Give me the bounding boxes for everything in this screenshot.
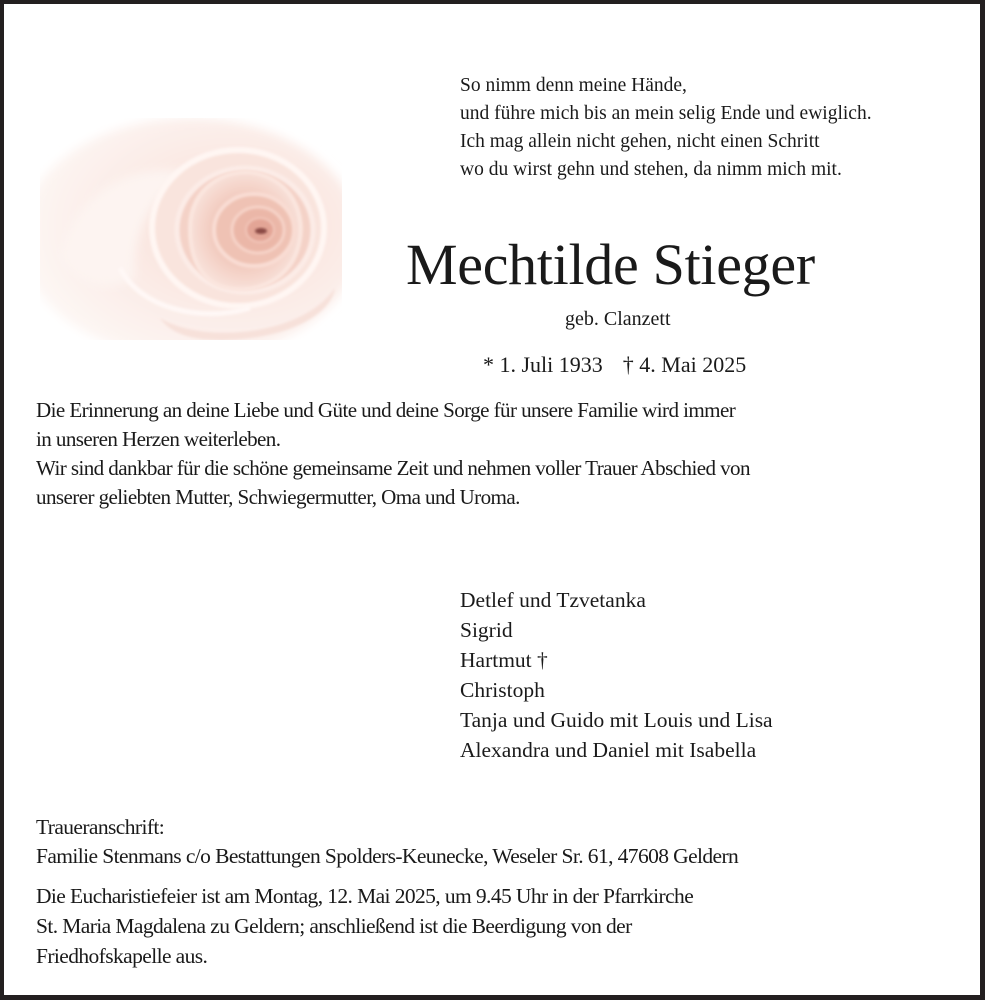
funeral-service-info (36, 881, 693, 971)
mourner: Hartmut † (460, 648, 548, 672)
rose-image (40, 118, 342, 340)
farewell-message (36, 396, 750, 512)
mourner: Tanja und Guido mit Louis und Lisa (460, 708, 773, 732)
deceased-name: Mechtilde Stieger (406, 232, 815, 297)
mourner: Alexandra und Daniel mit Isabella (460, 738, 757, 762)
poem-line: und führe mich bis an mein selig Ende und ewiglich. (460, 103, 872, 124)
message-line: unserer geliebten Mutter, Schwiegermutter, Oma und Uroma. (36, 485, 520, 509)
message-line: in unseren Herzen weiterleben. (36, 427, 281, 451)
message-line: Die Erinnerung an deine Liebe und Güte und deine Sorge für unsere Familie wird immer (36, 398, 736, 422)
service-line: Friedhofskapelle aus. (36, 944, 208, 968)
birth-date: * 1. Juli 1933 (483, 352, 603, 377)
service-line: St. Maria Magdalena zu Geldern; anschließend ist die Beerdigung von der (36, 914, 632, 938)
service-line: Die Eucharistiefeier ist am Montag, 12. Mai 2025, um 9.45 Uhr in der Pfarrkirche (36, 884, 694, 908)
rose-icon (40, 118, 342, 340)
mourners-list (460, 585, 773, 765)
message-line: Wir sind dankbar für die schöne gemeinsame Zeit und nehmen voller Trauer Abschied von (36, 456, 750, 480)
poem-line: wo du wirst gehn und stehen, da nimm mich mit. (460, 159, 842, 180)
poem-line: So nimm denn meine Hände, (460, 75, 687, 96)
maiden-name: geb. Clanzett (565, 308, 671, 330)
mourner: Christoph (460, 678, 545, 702)
address-text: Familie Stenmans c/o Bestattungen Spolders-Keunecke, Weseler Sr. 61, 47608 Geldern (36, 843, 739, 868)
mourner: Detlef und Tzvetanka (460, 588, 646, 612)
life-dates (483, 351, 746, 379)
poem-line: Ich mag allein nicht gehen, nicht einen Schritt (460, 131, 820, 152)
mourner: Sigrid (460, 618, 513, 642)
address-label: Traueranschrift: (36, 815, 165, 839)
death-date: † 4. Mai 2025 (622, 352, 747, 377)
condolence-address (36, 813, 738, 870)
poem (460, 72, 872, 184)
